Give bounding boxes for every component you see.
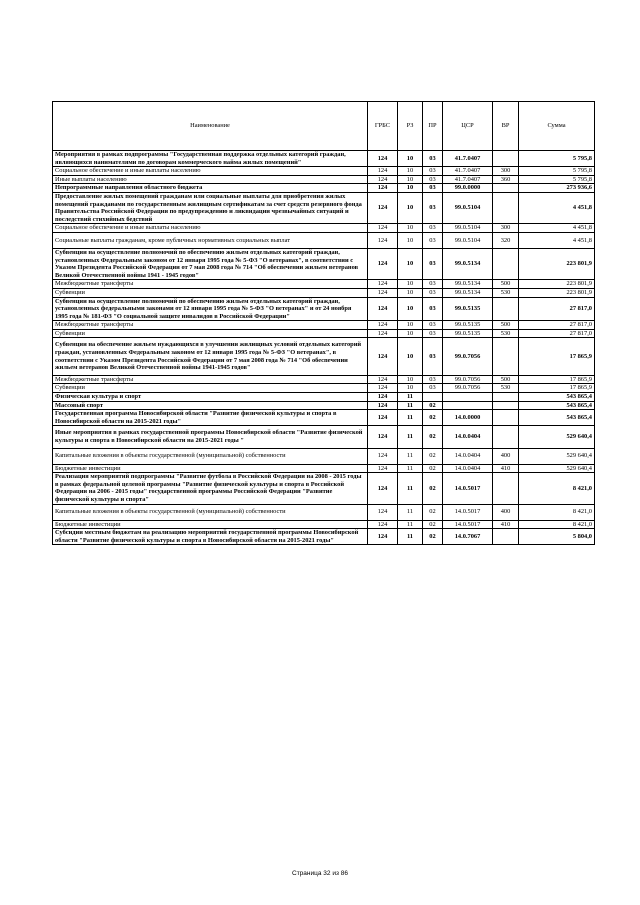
cell-sum: 5 804,0	[519, 529, 595, 545]
cell-csr	[443, 393, 493, 402]
cell-csr: 99.0.5134	[443, 280, 493, 289]
cell-vr	[493, 393, 519, 402]
cell-vr: 300	[493, 224, 519, 233]
cell-name: Социальное обеспечение и иные выплаты населению	[53, 167, 368, 176]
cell-sum: 4 451,8	[519, 192, 595, 223]
cell-pr: 03	[423, 280, 443, 289]
cell-grbs: 124	[368, 297, 398, 321]
cell-rz: 10	[398, 232, 423, 248]
table-row	[53, 224, 595, 233]
cell-csr: 99.0.5134	[443, 288, 493, 297]
cell-sum: 529 640,4	[519, 426, 595, 448]
cell-sum: 17 865,9	[519, 384, 595, 393]
cell-rz: 10	[398, 151, 423, 167]
cell-sum: 5 795,8	[519, 175, 595, 184]
cell-sum: 27 817,0	[519, 297, 595, 321]
cell-pr: 03	[423, 151, 443, 167]
cell-sum: 17 865,9	[519, 375, 595, 384]
cell-pr: 03	[423, 248, 443, 279]
cell-pr: 02	[423, 504, 443, 520]
cell-pr: 02	[423, 464, 443, 473]
cell-pr: 03	[423, 184, 443, 193]
cell-rz: 11	[398, 426, 423, 448]
cell-rz: 11	[398, 504, 423, 520]
cell-vr	[493, 297, 519, 321]
cell-name: Мероприятия в рамках подпрограммы "Государственная поддержка отдельных категорий граждан, являющихся нанимателями по договорам коммерческого найма жилых помещений"	[53, 151, 368, 167]
header-vr: ВР	[493, 102, 519, 151]
table-row	[53, 184, 595, 193]
cell-csr: 99.0.5135	[443, 321, 493, 330]
table-row	[53, 338, 595, 375]
cell-sum: 4 451,8	[519, 232, 595, 248]
cell-vr	[493, 338, 519, 375]
cell-name: Капитальные вложения в объекты государственной (муниципальной) собственности	[53, 504, 368, 520]
cell-sum: 27 817,0	[519, 329, 595, 338]
cell-sum: 543 865,4	[519, 401, 595, 410]
table-row	[53, 329, 595, 338]
cell-rz: 10	[398, 175, 423, 184]
cell-csr: 99.0.5134	[443, 248, 493, 279]
cell-vr: 410	[493, 464, 519, 473]
table-row	[53, 464, 595, 473]
cell-pr: 03	[423, 321, 443, 330]
cell-rz: 10	[398, 375, 423, 384]
cell-rz: 10	[398, 338, 423, 375]
cell-rz: 10	[398, 224, 423, 233]
cell-pr: 03	[423, 175, 443, 184]
cell-rz: 10	[398, 321, 423, 330]
cell-csr: 14.0.0404	[443, 464, 493, 473]
header-grbs: ГРБС	[368, 102, 398, 151]
cell-grbs: 124	[368, 288, 398, 297]
cell-rz: 10	[398, 248, 423, 279]
cell-sum: 529 640,4	[519, 448, 595, 464]
cell-grbs: 124	[368, 384, 398, 393]
cell-name: Иные выплаты населению	[53, 175, 368, 184]
cell-name: Субвенции на осуществление полномочий по обеспечению жильем отдельных категорий граждан, установленных федеральными законами от 12 января 1995 года № 5-ФЗ "О ветеранах" и от 24 ноября 1995 года № 181-ФЗ "О социальной защите инвалидов в Российской Федерации"	[53, 297, 368, 321]
cell-csr: 14.0.5017	[443, 473, 493, 504]
table-header-row	[53, 102, 595, 151]
cell-grbs: 124	[368, 192, 398, 223]
cell-vr: 530	[493, 329, 519, 338]
cell-name: Капитальные вложения в объекты государственной (муниципальной) собственности	[53, 448, 368, 464]
cell-sum: 223 801,9	[519, 248, 595, 279]
cell-grbs: 124	[368, 151, 398, 167]
cell-pr: 02	[423, 473, 443, 504]
cell-csr: 14.0.7067	[443, 529, 493, 545]
cell-pr: 02	[423, 426, 443, 448]
cell-pr: 03	[423, 224, 443, 233]
cell-pr: 02	[423, 410, 443, 426]
cell-csr: 14.0.5017	[443, 504, 493, 520]
cell-rz: 11	[398, 393, 423, 402]
cell-vr: 530	[493, 288, 519, 297]
cell-csr: 41.7.0407	[443, 175, 493, 184]
cell-name: Субвенции	[53, 329, 368, 338]
cell-csr: 99.0.7056	[443, 375, 493, 384]
cell-pr: 03	[423, 297, 443, 321]
cell-sum: 223 801,9	[519, 280, 595, 289]
cell-vr: 360	[493, 175, 519, 184]
cell-name: Субвенции на обеспечение жильем нуждающихся в улучшении жилищных условий отдельных категорий граждан, установленных Федеральным законом от 12 января 1995 года № 5-ФЗ "О ветеранах", в соответствии с Указом Президента Российской Федерации от 7 мая 2008 года № 714 "Об обеспечении жильем ветеранов Великой Отечественной войны 1941-1945 годов"	[53, 338, 368, 375]
cell-sum: 17 865,9	[519, 338, 595, 375]
table-row	[53, 192, 595, 223]
cell-vr: 500	[493, 321, 519, 330]
cell-csr: 99.0.7056	[443, 338, 493, 375]
cell-name: Межбюджетные трансферты	[53, 375, 368, 384]
cell-grbs: 124	[368, 224, 398, 233]
table-row	[53, 375, 595, 384]
cell-rz: 10	[398, 280, 423, 289]
cell-sum: 543 865,4	[519, 393, 595, 402]
cell-vr	[493, 248, 519, 279]
table-row	[53, 448, 595, 464]
cell-grbs: 124	[368, 232, 398, 248]
cell-sum: 529 640,4	[519, 464, 595, 473]
cell-csr: 41.7.0407	[443, 151, 493, 167]
table-row	[53, 410, 595, 426]
table-row	[53, 473, 595, 504]
cell-name: Реализация мероприятий подпрограммы "Развитие футбола в Российской Федерации на 2008 - 2015 годы в рамках федеральной целевой программы "Развитие физической культуры и спорта в Российской Федерации на 2006 - 2015 годы" государственной программы Российской Федерации "Развитие физической культуры и спорта"	[53, 473, 368, 504]
cell-name: Бюджетные инвестиции	[53, 464, 368, 473]
cell-pr: 02	[423, 448, 443, 464]
table-row	[53, 297, 595, 321]
header-csr: ЦСР	[443, 102, 493, 151]
cell-grbs: 124	[368, 375, 398, 384]
page-number: Страница 32 из 86	[292, 870, 348, 877]
cell-name: Массовый спорт	[53, 401, 368, 410]
table-row	[53, 520, 595, 529]
cell-name: Предоставление жилых помещений гражданам или социальные выплаты для приобретения жилых помещений гражданами по государственным жилищным сертификатам за счет средств резервного фонда Правительства Российской Федерации по предупреждению и ликвидации чрезвычайных ситуаций и последствий стихийных бедствий	[53, 192, 368, 223]
cell-sum: 5 795,8	[519, 167, 595, 176]
cell-sum: 27 817,0	[519, 321, 595, 330]
cell-grbs: 124	[368, 248, 398, 279]
cell-vr: 320	[493, 232, 519, 248]
table-row	[53, 321, 595, 330]
cell-name: Непрограммные направления областного бюджета	[53, 184, 368, 193]
cell-sum: 4 451,8	[519, 224, 595, 233]
cell-sum: 5 795,8	[519, 151, 595, 167]
cell-pr: 02	[423, 401, 443, 410]
header-sum: Сумма	[519, 102, 595, 151]
cell-pr: 03	[423, 232, 443, 248]
cell-vr	[493, 401, 519, 410]
cell-grbs: 124	[368, 401, 398, 410]
cell-csr: 99.0.5104	[443, 224, 493, 233]
cell-grbs: 124	[368, 393, 398, 402]
cell-vr: 530	[493, 384, 519, 393]
cell-csr: 14.0.5017	[443, 520, 493, 529]
table-row	[53, 529, 595, 545]
header-rz: РЗ	[398, 102, 423, 151]
cell-name: Социальное обеспечение и иные выплаты населению	[53, 224, 368, 233]
table-row	[53, 175, 595, 184]
cell-grbs: 124	[368, 321, 398, 330]
cell-vr: 500	[493, 280, 519, 289]
cell-name: Иные мероприятия в рамках государственной программы Новосибирской области "Развитие физической культуры и спорта в Новосибирской области на 2015-2021 годы "	[53, 426, 368, 448]
cell-pr: 02	[423, 529, 443, 545]
cell-rz: 10	[398, 167, 423, 176]
cell-csr: 99.0.5135	[443, 329, 493, 338]
cell-rz: 11	[398, 410, 423, 426]
budget-table	[52, 101, 595, 545]
cell-vr: 300	[493, 167, 519, 176]
cell-csr: 99.0.5104	[443, 232, 493, 248]
cell-name: Субвенции	[53, 384, 368, 393]
cell-vr	[493, 529, 519, 545]
table-row	[53, 401, 595, 410]
cell-csr: 14.0.0404	[443, 448, 493, 464]
cell-sum: 273 936,6	[519, 184, 595, 193]
cell-vr	[493, 184, 519, 193]
cell-pr: 03	[423, 192, 443, 223]
cell-pr: 03	[423, 288, 443, 297]
cell-name: Физическая культура и спорт	[53, 393, 368, 402]
cell-vr	[493, 426, 519, 448]
cell-sum: 223 801,9	[519, 288, 595, 297]
cell-rz: 11	[398, 520, 423, 529]
cell-grbs: 124	[368, 504, 398, 520]
cell-vr: 400	[493, 504, 519, 520]
cell-name: Субсидии местным бюджетам на реализацию мероприятий государственной программы Новосибирской области "Развитие физической культуры и спорта в Новосибирской области на 2015-2021 годы"	[53, 529, 368, 545]
cell-rz: 10	[398, 329, 423, 338]
cell-name: Субвенции	[53, 288, 368, 297]
header-pr: ПР	[423, 102, 443, 151]
cell-sum: 543 865,4	[519, 410, 595, 426]
cell-grbs: 124	[368, 329, 398, 338]
cell-pr: 03	[423, 384, 443, 393]
cell-sum: 8 421,0	[519, 473, 595, 504]
cell-grbs: 124	[368, 426, 398, 448]
cell-grbs: 124	[368, 280, 398, 289]
cell-rz: 11	[398, 473, 423, 504]
cell-grbs: 124	[368, 175, 398, 184]
cell-grbs: 124	[368, 167, 398, 176]
cell-csr: 99.0.0000	[443, 184, 493, 193]
header-name: Наименование	[53, 102, 368, 151]
cell-name: Бюджетные инвестиции	[53, 520, 368, 529]
table-row	[53, 504, 595, 520]
cell-rz: 11	[398, 401, 423, 410]
cell-pr: 03	[423, 375, 443, 384]
cell-vr	[493, 151, 519, 167]
cell-sum: 8 421,0	[519, 520, 595, 529]
cell-pr: 02	[423, 520, 443, 529]
cell-rz: 11	[398, 529, 423, 545]
cell-grbs: 124	[368, 410, 398, 426]
table-body	[53, 151, 595, 545]
cell-name: Межбюджетные трансферты	[53, 280, 368, 289]
table-row	[53, 151, 595, 167]
cell-rz: 11	[398, 448, 423, 464]
cell-rz: 10	[398, 384, 423, 393]
cell-vr: 500	[493, 375, 519, 384]
table-row	[53, 167, 595, 176]
cell-name: Социальные выплаты гражданам, кроме публичных нормативных социальных выплат	[53, 232, 368, 248]
cell-grbs: 124	[368, 529, 398, 545]
cell-csr: 99.0.7056	[443, 384, 493, 393]
cell-csr: 99.0.5135	[443, 297, 493, 321]
cell-name: Государственная программа Новосибирской области "Развитие физической культуры и спорта в Новосибирской области на 2015-2021 годы"	[53, 410, 368, 426]
cell-pr: 03	[423, 329, 443, 338]
cell-rz: 10	[398, 184, 423, 193]
cell-pr: 03	[423, 338, 443, 375]
table-row	[53, 280, 595, 289]
cell-rz: 10	[398, 297, 423, 321]
cell-vr: 400	[493, 448, 519, 464]
cell-rz: 10	[398, 192, 423, 223]
table-row	[53, 232, 595, 248]
cell-csr: 14.0.0000	[443, 410, 493, 426]
table-row	[53, 426, 595, 448]
cell-sum: 8 421,0	[519, 504, 595, 520]
cell-csr: 14.0.0404	[443, 426, 493, 448]
cell-name: Межбюджетные трансферты	[53, 321, 368, 330]
cell-grbs: 124	[368, 473, 398, 504]
table-row	[53, 393, 595, 402]
cell-grbs: 124	[368, 520, 398, 529]
cell-vr	[493, 192, 519, 223]
cell-pr: 03	[423, 167, 443, 176]
cell-grbs: 124	[368, 184, 398, 193]
cell-csr	[443, 401, 493, 410]
cell-grbs: 124	[368, 464, 398, 473]
cell-grbs: 124	[368, 448, 398, 464]
table-row	[53, 288, 595, 297]
table-row	[53, 384, 595, 393]
cell-vr	[493, 473, 519, 504]
cell-csr: 99.0.5104	[443, 192, 493, 223]
cell-csr: 41.7.0407	[443, 167, 493, 176]
cell-rz: 10	[398, 288, 423, 297]
cell-name: Субвенции на осуществление полномочий по обеспечению жильем отдельных категорий граждан, установленных Федеральным законом от 12 января 1995 года № 5-ФЗ "О ветеранах", в соответствии с Указом Президента Российской Федерации от 7 мая 2008 года № 714 "Об обеспечении жильем ветеранов Великой Отечественной войны 1941 - 1945 годов"	[53, 248, 368, 279]
cell-vr: 410	[493, 520, 519, 529]
cell-rz: 11	[398, 464, 423, 473]
table-row	[53, 248, 595, 279]
cell-grbs: 124	[368, 338, 398, 375]
cell-vr	[493, 410, 519, 426]
cell-pr	[423, 393, 443, 402]
